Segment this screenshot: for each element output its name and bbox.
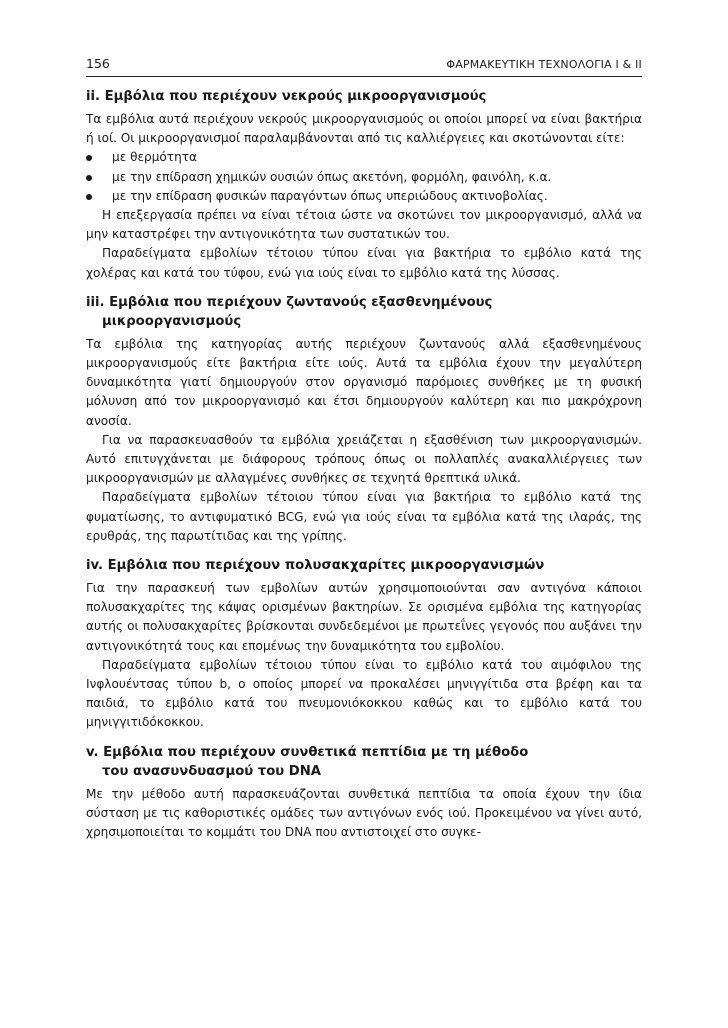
section-heading: iii. Εμβόλια που περιέχουν ζωντανούς εξασθενημένους μικροοργανισμούς: [86, 294, 493, 329]
section-intro: Τα εμβόλια αυτά περιέχουν νεκρούς μικροοργανισμούς οι οποίοι μπορεί να είναι βακτήρια ή ιοί. Οι μικροοργανισμοί παραλαμβάνονται από τις καλλιέργειες και σκοτώνονται είτε:: [86, 112, 642, 146]
paragraph: Για να παρασκευασθούν τα εμβόλια χρειάζεται η εξασθένιση των μικροοργανισμών. Αυτό επιτυγχάνεται με διάφορους τρόπους όπως οι πολλαπλές ανακαλλιέργειες των μικροοργανισμών με αλλαγμένες συνθήκες σε τεχνητά θρεπτικά υλικά.: [86, 432, 642, 486]
list-item: με την επίδραση φυσικών παραγόντων όπως υπεριώδους ακτινοβολίας.: [86, 187, 642, 206]
section-heading: ii. Εμβόλια που περιέχουν νεκρούς μικροοργανισμούς: [86, 89, 487, 104]
section-heading: v. Εμβόλια που περιέχουν συνθετικά πεπτίδια με τη μέθοδο του ανασυνδυασμού του DNA: [86, 744, 529, 779]
section-polysaccharide-vaccines: [86, 556, 642, 733]
running-title: ΦΑΡΜΑΚΕΥΤΙΚΗ ΤΕΧΝΟΛΟΓΙΑ Ι & ΙΙ: [446, 58, 642, 71]
paragraph: Παραδείγματα εμβολίων τέτοιου τύπου είναι το εμβόλιο κατά του αιμόφιλου της Ινφλουέντσας τύπου b, ο οποίος μπορεί να προκαλέσει μηνιγγίτιδα στα βρέφη και τα παιδιά, το εμβόλιο κατά του πνευμονιόκοκκου καθώς και το εμβόλιο κατά του μηνιγγιτιδόκοκκου.: [86, 657, 642, 730]
paragraph: Παραδείγματα εμβολίων τέτοιου τύπου είναι για βακτήρια το εμβόλιο κατά της φυματίωσης, το αντιφυματικό BCG, ενώ για ιούς είναι τα εμβόλια κατά της ιλαράς, της ερυθράς, της παρωτίτιδας και της γρίπης.: [86, 490, 642, 543]
paragraph: Η επεξεργασία πρέπει να είναι τέτοια ώστε να σκοτώνει τον μικροοργανισμό, αλλά να μην καταστρέφει την αντιγονικότητα των συστατικών του.: [86, 208, 642, 242]
section-intro: Με την μέθοδο αυτή παρασκευάζονται συνθετικά πεπτίδια τα οποία έχουν την ίδια σύσταση με τις καθοριστικές ομάδες των αντιγόνων ενός ιού. Προκειμένου να γίνει αυτό, χρησιμοποιείται το κομμάτι του DNA που αντιστοιχεί στο συγκε-: [86, 786, 642, 840]
bullet-icon: [86, 155, 92, 161]
section-intro: Για την παρασκευή των εμβολίων αυτών χρησιμοποιούνται σαν αντιγόνα κάποιοι πολυσακχαρίτες της κάψας ορισμένων βακτηρίων. Σε ορισμένα εμβόλια της κατηγορίας αυτής οι πολυσακχαρίτες βρίσκονται συνδεδεμένοι με πρωτεΐνες γεγονός που αυξάνει την αντιγονικότητά τους και επομένως την δυναμικότητα του εμβολίου.: [86, 581, 642, 653]
list-item: με θερμότητα: [86, 148, 642, 167]
section-synthetic-peptide-vaccines: [86, 743, 642, 843]
page-number: 156: [86, 56, 110, 71]
section-intro: Τα εμβόλια της κατηγορίας αυτής περιέχουν ζωντανούς αλλά εξασθενημένους μικροοργανισμούς είτε βακτήρια είτε ιούς. Αυτά τα εμβόλια έχουν την μεγαλύτερη δυναμικότητα γιατί δημιουργούν στον οργανισμό παρόμοιες συνθήκες με τη φυσική μόλυνση από τον μικροοργανισμό και έτσι δημιουργούν καλύτερη και πιο μακρόχρονη ανοσία.: [86, 336, 642, 428]
list-item: με την επίδραση χημικών ουσιών όπως ακετόνη, φορμόλη, φαινόλη, κ.α.: [86, 168, 642, 187]
page-header: [86, 56, 642, 77]
bullet-list: [86, 148, 642, 206]
section-heading: iv. Εμβόλια που περιέχουν πολυσακχαρίτες μικροοργανισμών: [86, 558, 545, 574]
section-live-attenuated-vaccines: [86, 293, 642, 546]
paragraph: Παραδείγματα εμβολίων τέτοιου τύπου είναι για βακτήρια το εμβόλιο κατά της χολέρας και κατά του τύφου, ενώ για ιούς είναι το εμβόλιο κατά της λύσσας.: [86, 246, 642, 280]
bullet-icon: [86, 175, 92, 181]
bullet-icon: [86, 194, 92, 200]
document-page: [86, 56, 642, 842]
section-killed-vaccines: [86, 87, 642, 283]
